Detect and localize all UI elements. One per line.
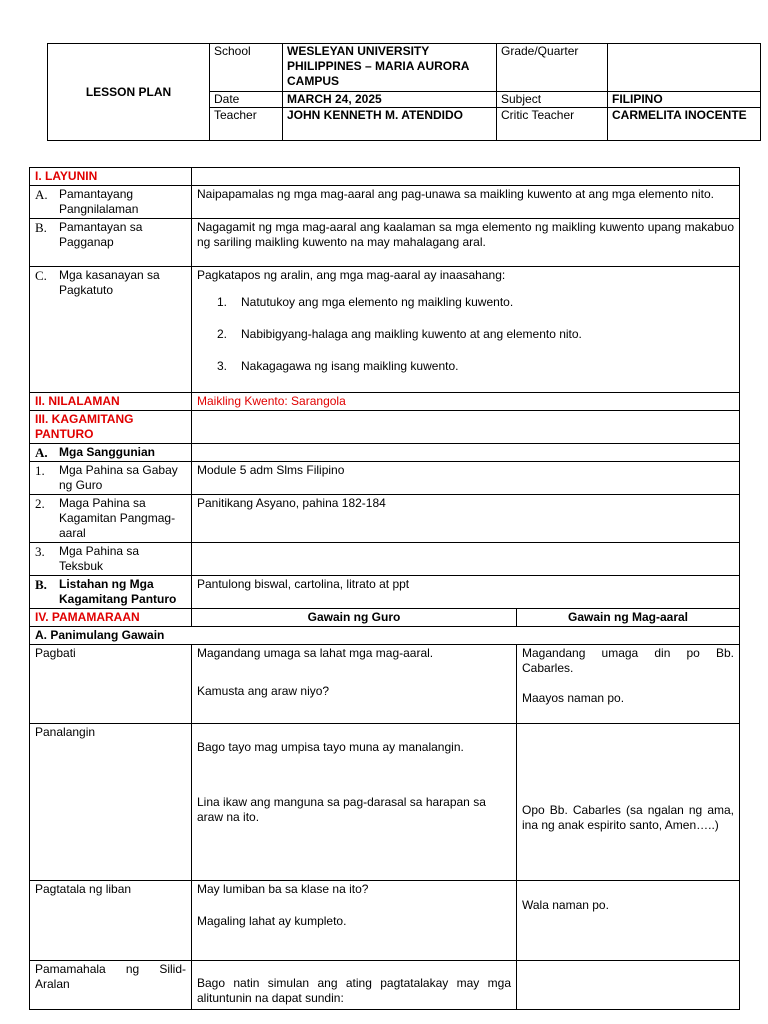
col-gawain-magaaral: Gawain ng Mag-aaral (517, 609, 740, 627)
teksbuk-value (192, 543, 740, 576)
pamamaraan-heading: IV. PAMAMARAAN (30, 609, 192, 627)
pamantayan-pagganap-label: Pamantayan sa Pagganap (59, 220, 143, 249)
silid-aralan-label: Pamamahala ng Silid-Aralan (30, 961, 192, 1010)
lesson-plan-title: LESSON PLAN (48, 44, 210, 141)
liban-magaaral: Wala naman po. (517, 881, 740, 961)
kasanayan-label: Mga kasanayan sa Pagkatuto (59, 268, 160, 297)
panimulang-gawain-label: A. Panimulang Gawain (30, 627, 740, 645)
panalangin-magaaral: Opo Bb. Cabarles (sa ngalan ng ama, ina ng anak espirito santo, Amen…..) (517, 724, 740, 881)
gabay-guro-label: Mga Pahina sa Gabay ng Guro (59, 463, 178, 492)
liban-label: Pagtatala ng liban (30, 881, 192, 961)
school-label: School (210, 44, 283, 92)
critic-label: Critic Teacher (497, 108, 608, 141)
kasanayan-value (192, 267, 740, 393)
pamantayang-pangnilalaman-value: Naipapamalas ng mga mag-aaral ang pag-unawa sa maikling kuwento at ang mga elemento nito. (192, 186, 740, 219)
school-value: WESLEYAN UNIVERSITY PHILIPPINES – MARIA AURORA CAMPUS (283, 44, 497, 92)
pagbati-magaaral: Magandang umaga din po Bb. Cabarles. Maayos naman po. (517, 645, 740, 724)
liban-guro: May lumiban ba sa klase na ito? Magaling lahat ay kumpleto. (192, 881, 517, 961)
nilalaman-value: Maikling Kwento: Sarangola (192, 393, 740, 411)
silid-aralan-guro: Bago natin simulan ang ating pagtatalakay may mga alituntunin na dapat sundin: (192, 961, 517, 1010)
subject-label: Subject (497, 92, 608, 108)
critic-value: CARMELITA INOCENTE (608, 108, 761, 141)
date-label: Date (210, 92, 283, 108)
kagamitan-magaaral-label: Maga Pahina sa Kagamitan Pangmag-aaral (59, 496, 176, 540)
listahan-label: Listahan ng Mga Kagamitang Panturo (59, 577, 177, 606)
listahan-value: Pantulong biswal, cartolina, litrato at ppt (192, 576, 740, 609)
subject-value: FILIPINO (608, 92, 761, 108)
grade-label: Grade/Quarter (497, 44, 608, 92)
kagamitan-magaaral-value: Panitikang Asyano, pahina 182-184 (192, 495, 740, 543)
kagamitan-heading: III. KAGAMITANG PANTURO (30, 411, 192, 444)
date-value: MARCH 24, 2025 (283, 92, 497, 108)
panalangin-guro: Bago tayo mag umpisa tayo muna ay manalangin. Lina ikaw ang manguna sa pag-darasal sa harapan sa araw na ito. (192, 724, 517, 881)
layunin-heading: I. LAYUNIN (30, 168, 192, 186)
pagbati-guro: Magandang umaga sa lahat mga mag-aaral. Kamusta ang araw niyo? (192, 645, 517, 724)
teacher-label: Teacher (210, 108, 283, 141)
col-gawain-guro: Gawain ng Guro (192, 609, 517, 627)
pamantayang-pangnilalaman-label: Pamantayang Pangnilalaman (59, 187, 139, 216)
nilalaman-heading: II. NILALAMAN (30, 393, 192, 411)
teksbuk-label: Mga Pahina sa Teksbuk (59, 544, 140, 573)
objectives-list (217, 295, 734, 374)
gabay-guro-value: Module 5 adm Slms Filipino (192, 462, 740, 495)
teacher-value: JOHN KENNETH M. ATENDIDO (283, 108, 497, 141)
kasanayan-intro: Pagkatapos ng aralin, ang mga mag-aaral ay inaasahang: (197, 268, 506, 282)
objective-item: 3. Nakagagawa ng isang maikling kuwento. (217, 359, 459, 373)
pamantayan-pagganap-value: Nagagamit ng mga mag-aaral ang kaalaman sa mga elemento ng maikling kuwento upang makabuo ng sariling maikling kuwento na may mahalagang aral. (192, 219, 740, 267)
header-table (47, 43, 761, 141)
objective-item: 1. Natutukoy ang mga elemento ng maikling kuwento. (217, 295, 514, 309)
objective-item: 2. Nabibigyang-halaga ang maikling kuwento at ang elemento nito. (217, 327, 582, 341)
panalangin-label: Panalangin (30, 724, 192, 881)
grade-value (608, 44, 761, 92)
sanggunian-label: Mga Sanggunian (59, 445, 155, 459)
lesson-table: I. LAYUNIN A. Pamantayang Pangnilalaman Naipapamalas ng mga mag-aaral ang pag-unawa sa maikling kuwento at ang mga elemento nito. B. Pamantayan sa Pagganap Nagagamit ng mga mag-aaral ang kaalaman sa mga elemento ng maikling kuwento upang makabuo ng sariling maikling kuwento na may mahalagang aral. C. Mga kasanayan sa Pagkatuto Pagkatapos ng aralin, ang mga mag-aaral ay inaasahang: 1. Natutukoy ang mga elemento ng maikling kuwento. 2. Nabibigyang-halaga ang maikling kuwento at ang elemento nito. 3. Nakagagawa ng isang maikling kuwento. II. NILALAMAN Maikling Kwento: Sarangola III. KAGAMITANG PANTURO A. Mga Sanggunian 1. Mga Pahina sa Gabay ng Guro Module 5 adm Slms Filipino 2. Maga Pahina sa Kagamitan Pangmag-aaral Panitikang Asyano, pahina 182-184 3. Mga Pahina sa Teksbuk B. Listahan ng Mga Kagamitang Panturo Pantulong biswal, cartolina, litrato at ppt IV. PAMAMARAAN Gawain ng Guro Gawain ng Mag-aaral A. Panimulang Gawain Pagbati Magandang umaga sa lahat mga mag-aaral. Kamusta ang araw niyo? Magandang umaga din po Bb. Cabarles. Maayos naman po. Panalangin Bago tayo mag umpisa tayo muna ay manalangin. Lina ikaw ang manguna sa pag-darasal sa harapan sa araw na ito. Opo Bb. Cabarles (sa ngalan ng ama, ina ng anak espirito santo, Amen…..) Pagtatala ng liban May lumiban ba sa klase na ito? Magaling lahat ay kumpleto. Wala naman po. Pamamahala ng Silid-Aralan Bago natin simulan ang ating pagtatalakay may mga alituntunin na dapat sundin: (29, 167, 740, 1010)
pagbati-label: Pagbati (30, 645, 192, 724)
